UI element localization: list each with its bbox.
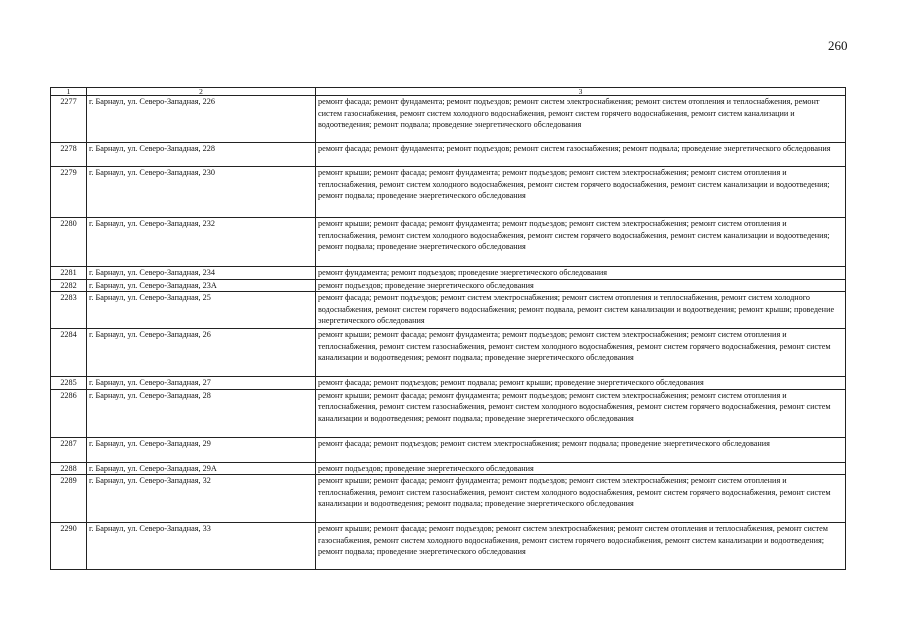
row-works: ремонт крыши; ремонт фасада; ремонт подъездов; ремонт систем электроснабжения; ремонт систем отопления и теплоснабжения, ремонт систем газоснабжения, ремонт систем холодного водоснабжения, ремонт систем горячего водоснабжения, ремонт систем канализации и водоотведения; ремонт подвала; проведение энергетического обследования bbox=[316, 523, 846, 570]
row-works: ремонт крыши; ремонт фасада; ремонт фундамента; ремонт подъездов; ремонт систем электроснабжения; ремонт систем отопления и теплоснабжения, ремонт систем газоснабжения, ремонт систем холодного водоснабжения, ремонт систем горячего водоснабжения, ремонт систем канализации и водоотведения; ремонт подвала; проведение энергетического обследования bbox=[316, 475, 846, 523]
row-works: ремонт фасада; ремонт фундамента; ремонт подъездов; ремонт систем электроснабжения; ремонт систем отопления и теплоснабжения, ремонт систем газоснабжения, ремонт систем холодного водоснабжения, ремонт систем горячего водоснабжения, ремонт систем канализации и водоотведения; ремонт подвала; проведение энергетического обследования bbox=[316, 96, 846, 143]
row-address: г. Барнаул, ул. Северо-Западная, 23А bbox=[87, 279, 316, 292]
row-works: ремонт крыши; ремонт фасада; ремонт фундамента; ремонт подъездов; ремонт систем электроснабжения; ремонт систем отопления и теплоснабжения, ремонт систем холодного водоснабжения, ремонт систем горячего водоснабжения, ремонт систем канализации и водоотведения; ремонт подвала; проведение энергетического обследования bbox=[316, 218, 846, 267]
row-address: г. Барнаул, ул. Северо-Западная, 32 bbox=[87, 475, 316, 523]
column-header-3: 3 bbox=[316, 88, 846, 96]
row-number: 2287 bbox=[51, 437, 87, 462]
row-number: 2283 bbox=[51, 292, 87, 329]
table-row bbox=[51, 462, 846, 475]
row-address: г. Барнаул, ул. Северо-Западная, 33 bbox=[87, 523, 316, 570]
row-address: г. Барнаул, ул. Северо-Западная, 26 bbox=[87, 329, 316, 377]
row-address: г. Барнаул, ул. Северо-Западная, 232 bbox=[87, 218, 316, 267]
row-number: 2286 bbox=[51, 389, 87, 437]
column-header-1: 1 bbox=[51, 88, 87, 96]
row-address: г. Барнаул, ул. Северо-Западная, 234 bbox=[87, 267, 316, 280]
row-number: 2280 bbox=[51, 218, 87, 267]
row-works: ремонт крыши; ремонт фасада; ремонт фундамента; ремонт подъездов; ремонт систем электроснабжения; ремонт систем отопления и теплоснабжения, ремонт систем газоснабжения, ремонт систем холодного водоснабжения, ремонт систем горячего водоснабжения, ремонт систем канализации и водоотведения; ремонт подвала; проведение энергетического обследования bbox=[316, 389, 846, 437]
row-works: ремонт подъездов; проведение энергетического обследования bbox=[316, 279, 846, 292]
row-number: 2290 bbox=[51, 523, 87, 570]
row-address: г. Барнаул, ул. Северо-Западная, 28 bbox=[87, 389, 316, 437]
table-row bbox=[51, 377, 846, 390]
table-header-row bbox=[51, 88, 846, 96]
table-row bbox=[51, 389, 846, 437]
row-works: ремонт фундамента; ремонт подъездов; проведение энергетического обследования bbox=[316, 267, 846, 280]
column-header-2: 2 bbox=[87, 88, 316, 96]
table-row bbox=[51, 96, 846, 143]
table-row bbox=[51, 218, 846, 267]
table-row bbox=[51, 329, 846, 377]
page-number: 260 bbox=[828, 38, 848, 53]
row-works: ремонт фасада; ремонт подъездов; ремонт подвала; ремонт крыши; проведение энергетического обследования bbox=[316, 377, 846, 390]
table-row bbox=[51, 292, 846, 329]
table-row bbox=[51, 475, 846, 523]
row-number: 2281 bbox=[51, 267, 87, 280]
row-number: 2278 bbox=[51, 143, 87, 167]
row-address: г. Барнаул, ул. Северо-Западная, 228 bbox=[87, 143, 316, 167]
row-address: г. Барнаул, ул. Северо-Западная, 29А bbox=[87, 462, 316, 475]
table-row bbox=[51, 267, 846, 280]
row-works: ремонт фасада; ремонт подъездов; ремонт систем электроснабжения; ремонт подвала; проведение энергетического обследования bbox=[316, 437, 846, 462]
table-row bbox=[51, 523, 846, 570]
row-works: ремонт крыши; ремонт фасада; ремонт фундамента; ремонт подъездов; ремонт систем электроснабжения; ремонт систем отопления и теплоснабжения, ремонт систем холодного водоснабжения, ремонт систем горячего водоснабжения, ремонт систем канализации и водоотведения; ремонт подвала; проведение энергетического обследования bbox=[316, 167, 846, 218]
table-row bbox=[51, 437, 846, 462]
row-address: г. Барнаул, ул. Северо-Западная, 230 bbox=[87, 167, 316, 218]
row-number: 2279 bbox=[51, 167, 87, 218]
row-address: г. Барнаул, ул. Северо-Западная, 27 bbox=[87, 377, 316, 390]
row-address: г. Барнаул, ул. Северо-Западная, 29 bbox=[87, 437, 316, 462]
row-works: ремонт подъездов; проведение энергетического обследования bbox=[316, 462, 846, 475]
row-number: 2289 bbox=[51, 475, 87, 523]
row-address: г. Барнаул, ул. Северо-Западная, 25 bbox=[87, 292, 316, 329]
row-number: 2285 bbox=[51, 377, 87, 390]
table-row bbox=[51, 167, 846, 218]
row-works: ремонт крыши; ремонт фасада; ремонт фундамента; ремонт подъездов; ремонт систем электроснабжения; ремонт систем отопления и теплоснабжения, ремонт систем газоснабжения, ремонт систем холодного водоснабжения, ремонт систем горячего водоснабжения, ремонт систем канализации и водоотведения; ремонт подвала; проведение энергетического обследования bbox=[316, 329, 846, 377]
row-works: ремонт фасада; ремонт фундамента; ремонт подъездов; ремонт систем газоснабжения; ремонт подвала; проведение энергетического обследования bbox=[316, 143, 846, 167]
row-number: 2284 bbox=[51, 329, 87, 377]
row-number: 2288 bbox=[51, 462, 87, 475]
row-address: г. Барнаул, ул. Северо-Западная, 226 bbox=[87, 96, 316, 143]
row-number: 2282 bbox=[51, 279, 87, 292]
table-row bbox=[51, 279, 846, 292]
row-number: 2277 bbox=[51, 96, 87, 143]
table-row bbox=[51, 143, 846, 167]
works-table bbox=[50, 87, 846, 570]
row-works: ремонт фасада; ремонт подъездов; ремонт систем электроснабжения; ремонт систем отопления и теплоснабжения, ремонт систем холодного водоснабжения, ремонт систем горячего водоснабжения; ремонт подвала, ремонт систем канализации и водоотведения; ремонт крыши; проведение энергетического обследования bbox=[316, 292, 846, 329]
